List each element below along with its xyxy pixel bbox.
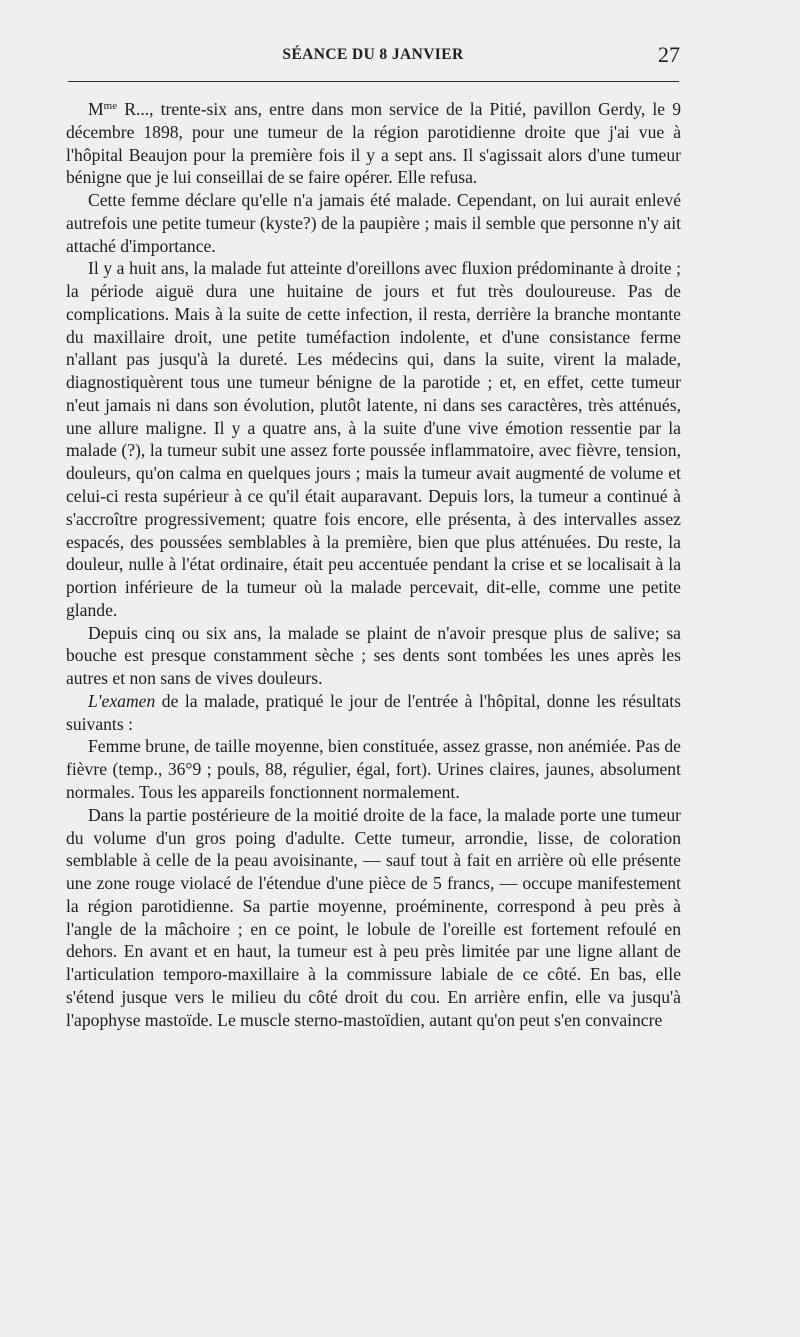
running-title: SÉANCE DU 8 JANVIER: [282, 46, 464, 63]
body-text: [66, 98, 681, 1031]
paragraph-1: [66, 98, 681, 189]
paragraph-1-lead-superscript: me: [103, 100, 118, 112]
paragraph-1-lead: M: [88, 99, 104, 119]
paragraph-3: Il y a huit ans, la malade fut atteinte d'oreillons avec fluxion prédominante à droite ; la période aiguë dura une huitaine de jours et fut très douloureuse. Pas de complications. Mais à la suite de cette infection, il resta, derrière la branche montante du maxillaire droit, une petite tuméfaction indolente, et d'une consistance ferme n'allant pas jusqu'à la dureté. Les médecins qui, dans la suite, virent la malade, diagnostiquèrent tous une tumeur bénigne de la parotide ; et, en effet, cette tumeur n'eut jamais ni dans son évolution, plutôt latente, ni dans ses caractères, très atténués, une allure maligne. Il y a quatre ans, à la suite d'une vive émotion ressentie par la malade (?), la tumeur subit une assez forte poussée inflammatoire, avec fièvre, tension, douleurs, qu'on calma en quelques jours ; mais la tumeur avait augmenté de volume et celui-ci resta supérieur à ce qu'il était auparavant. Depuis lors, la tumeur a continué à s'accroître progressivement; quatre fois encore, elle présenta, à des intervalles assez espacés, des poussées semblables à la première, bien que plus atténuées. Du reste, la douleur, nulle à l'état ordinaire, était peu accentuée pendant la crise et se localisait à la portion inférieure de la tumeur où la malade percevait, dit-elle, comme une petite glande.: [66, 258, 681, 620]
paragraph-5: [66, 690, 681, 736]
header-rule: [68, 81, 679, 82]
running-head: [66, 42, 680, 72]
paragraph-5-italic-lead: L'examen: [88, 690, 156, 711]
paragraph-7: Dans la partie postérieure de la moitié droite de la face, la malade porte une tumeur du volume d'un gros poing d'adulte. Cette tumeur, arrondie, lisse, de coloration semblable à celle de la peau avoisinante, — sauf tout à fait en arrière où elle présente une zone rouge violacé de l'étendue d'une pièce de 5 francs, — occupe manifestement la région parotidienne. Sa partie moyenne, proéminente, correspond à peu près à l'angle de la mâchoire ; en ce point, le lobule de l'oreille est fortement refoulé en dehors. En avant et en haut, la tumeur est à peu près limitée par une ligne allant de l'articulation temporo-maxillaire à la commissure labiale de ce côté. En bas, elle s'étend jusque vers le milieu du côté droit du cou. En arrière enfin, elle va jusqu'à l'apophyse mastoïde. Le muscle sterno-mastoïdien, autant qu'on peut s'en convaincre: [66, 804, 681, 1030]
paragraph-4: Depuis cinq ou six ans, la malade se plaint de n'avoir presque plus de salive; sa bouche est presque constamment sèche ; ses dents sont tombées les unes après les autres et non sans de vives douleurs.: [66, 622, 681, 689]
page-number: 27: [658, 42, 680, 67]
paragraph-6: Femme brune, de taille moyenne, bien constituée, assez grasse, non anémiée. Pas de fièvre (temp., 36°9 ; pouls, 88, régulier, égal, fort). Urines claires, jaunes, absolument normales. Tous les appareils fonctionnent normalement.: [66, 736, 681, 802]
paragraph-1-text: R..., trente-six ans, entre dans mon service de la Pitié, pavillon Gerdy, le 9 décembre 1898, pour une tumeur de la région parotidienne droite que j'ai vue à l'hôpital Beaujon pour la première fois il y a sept ans. Il s'agissait alors d'une tumeur bénigne que je lui conseillai de se faire opérer. Elle refusa.: [66, 99, 681, 188]
paragraph-2: Cette femme déclare qu'elle n'a jamais été malade. Cependant, on lui aurait enlevé autrefois une petite tumeur (kyste?) de la paupière ; mais il semble que personne n'y ait attaché d'importance.: [66, 190, 681, 256]
paragraph-5-text: de la malade, pratiqué le jour de l'entrée à l'hôpital, donne les résultats suivants :: [66, 690, 681, 734]
